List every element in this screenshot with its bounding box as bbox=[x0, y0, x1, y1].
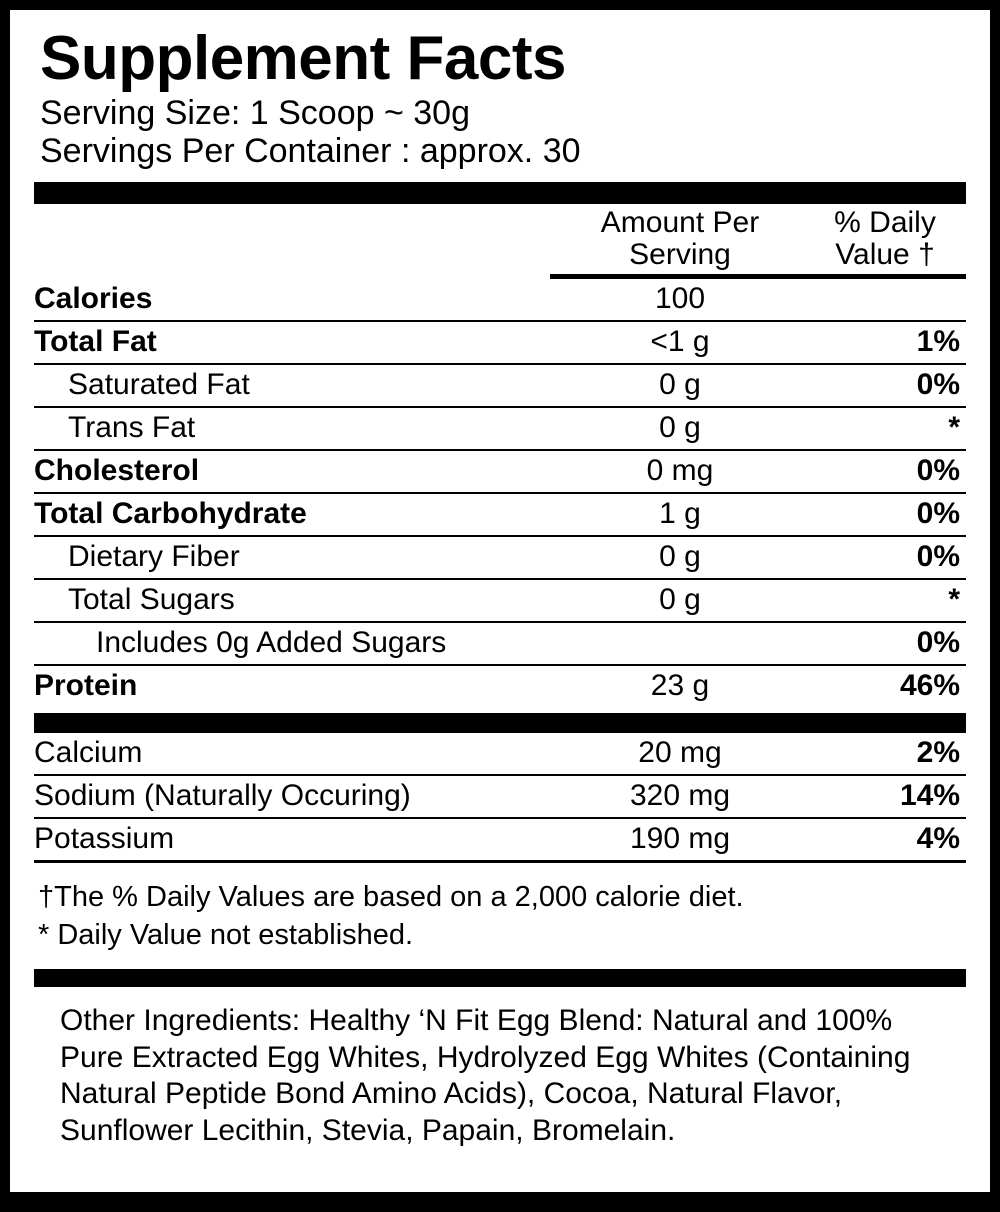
header-blank bbox=[34, 204, 550, 277]
other-ingredients-text: Other Ingredients: Healthy ‘N Fit Egg Blend: Natural and 100% Pure Extracted Egg Whites, Hydrolyzed Egg Whites (Containing Natural Peptide Bond Amino Acids), Cocoa, Natural Flavor, Sunflower Lecithin, Stevia, Papain, Bromelain. bbox=[60, 1003, 911, 1147]
table-row: Calcium 20 mg 2% bbox=[34, 736, 960, 770]
table-row: Protein 23 g 46% bbox=[34, 665, 966, 707]
table-row: Trans Fat 0 g * bbox=[34, 407, 966, 450]
divider-thick-middle bbox=[34, 713, 966, 733]
footnote-daily-values: †The % Daily Values are based on a 2,000 calorie diet. bbox=[38, 881, 744, 914]
table-bottom-rule bbox=[34, 862, 966, 871]
page-title: Supplement Facts bbox=[40, 24, 566, 93]
header-daily-value: % Daily Value † bbox=[810, 204, 966, 277]
table-row: Sodium (Naturally Occuring) 320 mg 14% bbox=[34, 775, 966, 818]
servings-per-container-text: Servings Per Container : approx. 30 bbox=[40, 132, 581, 171]
table-row: Cholesterol 0 mg 0% bbox=[34, 450, 966, 493]
table-row: Total Carbohydrate 1 g 0% bbox=[34, 493, 966, 536]
table-row: Saturated Fat 0 g 0% bbox=[34, 364, 966, 407]
table-header-row bbox=[34, 204, 966, 277]
table-row: Potassium 190 mg 4% bbox=[34, 818, 966, 862]
table-row: Total Fat <1 g 1% bbox=[34, 321, 966, 364]
supplement-facts-panel bbox=[10, 10, 990, 1192]
header-amount-per-serving: Amount Per Serving bbox=[550, 204, 810, 277]
table-row: Dietary Fiber 0 g 0% bbox=[34, 536, 966, 579]
minerals-table bbox=[34, 733, 966, 870]
divider-thick-bottom bbox=[34, 969, 966, 987]
nutrition-table bbox=[34, 204, 966, 707]
footnote-not-established: * Daily Value not established. bbox=[38, 918, 414, 951]
table-row: Total Sugars 0 g * bbox=[34, 579, 966, 622]
table-row: Calories 100 bbox=[34, 282, 706, 316]
divider-thick-top bbox=[34, 182, 966, 204]
table-row: Includes 0g Added Sugars 0% bbox=[34, 622, 966, 665]
serving-size-text: Serving Size: 1 Scoop ~ 30g bbox=[40, 94, 470, 132]
